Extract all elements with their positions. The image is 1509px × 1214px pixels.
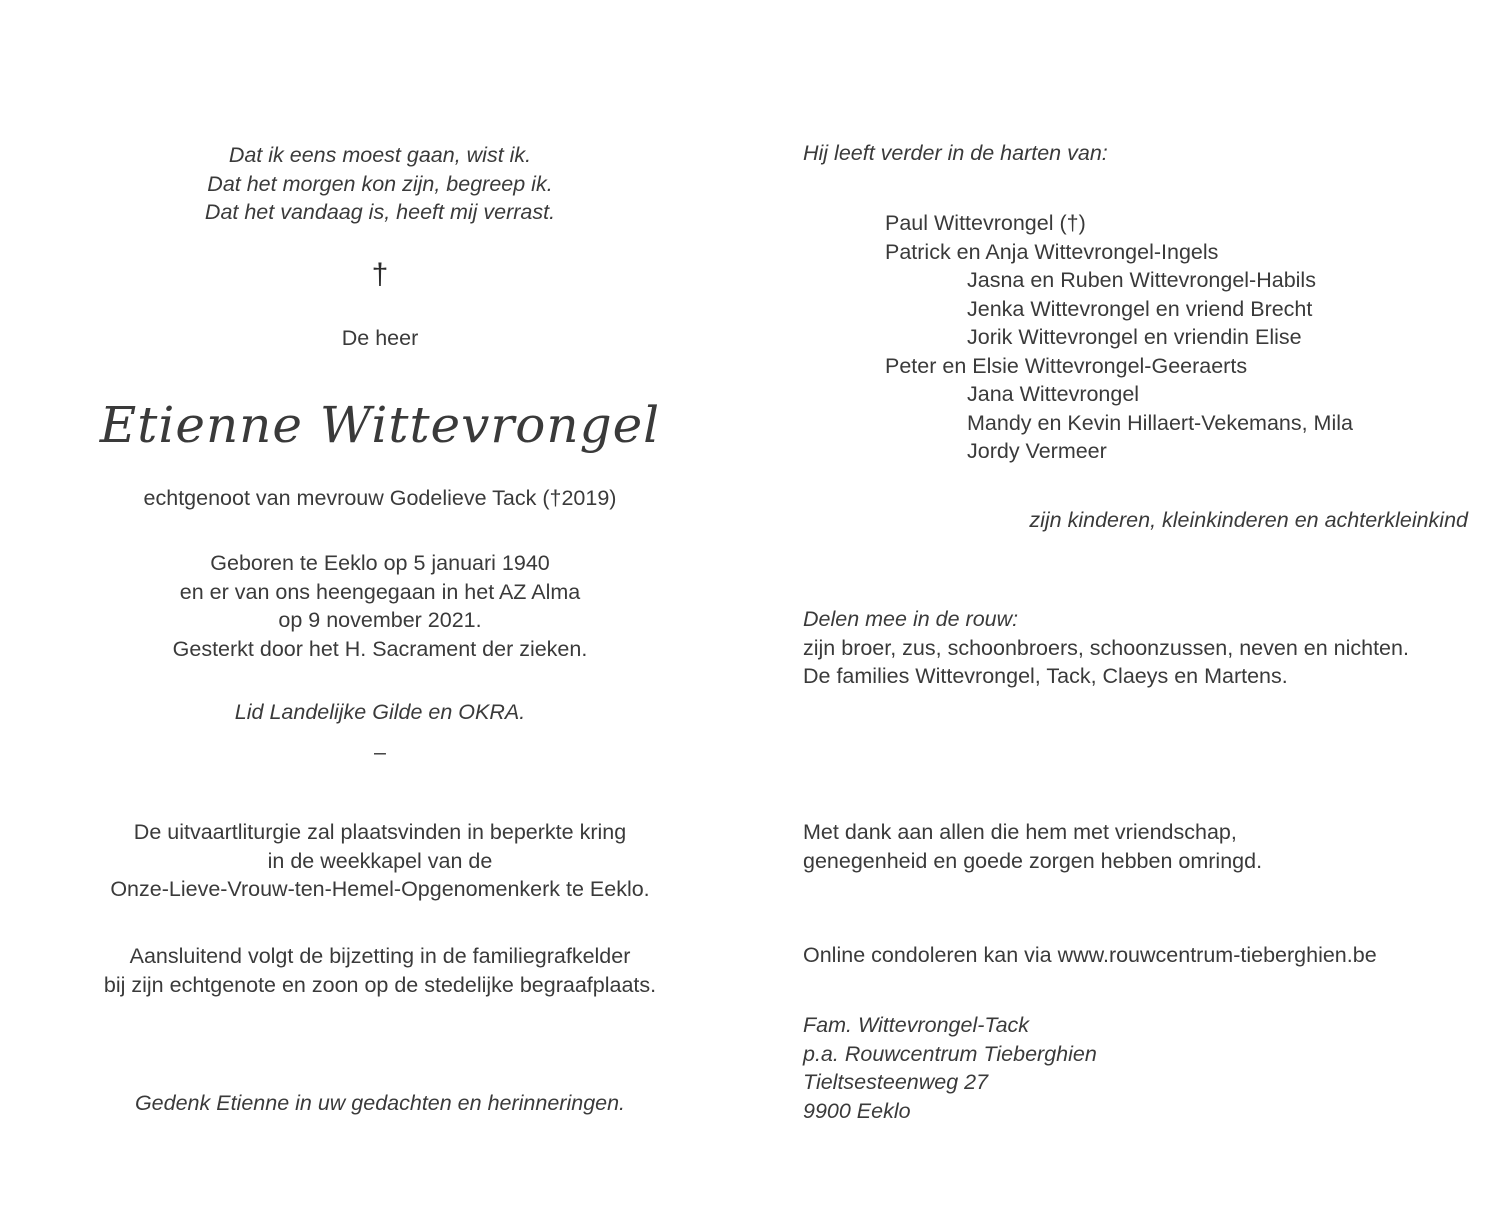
salutation: De heer (341, 326, 419, 350)
family-member: Jorik Wittevrongel en vriendin Elise (967, 325, 1302, 349)
funeral-block (0, 818, 760, 904)
address-line: 9900 Eeklo (803, 1098, 911, 1123)
address-line: Tieltsesteenweg 27 (803, 1070, 989, 1094)
online-condolence: Online condoleren kan via www.rouwcentrum-tieberghien.be (803, 943, 1377, 967)
burial-block (0, 942, 760, 999)
family-member: Patrick en Anja Wittevrongel-Ingels (885, 239, 1219, 264)
address-line: Fam. Wittevrongel-Tack (803, 1013, 1030, 1037)
family-member: Jenka Wittevrongel en vriend Brecht (967, 296, 1313, 321)
funeral-line: De uitvaartliturgie zal plaatsvinden in beperkte kring (133, 820, 627, 844)
birth-death-line: Gesterkt door het H. Sacrament der zieken. (172, 636, 588, 661)
birth-death-line: op 9 november 2021. (278, 608, 482, 632)
funeral-line: in de weekkapel van de (267, 848, 493, 873)
burial-line: Aansluitend volgt de bijzetting in de familiegrafkelder (129, 944, 631, 968)
divider: – (374, 740, 386, 764)
birth-death-line: en er van ons heengegaan in het AZ Alma (179, 579, 581, 604)
poem-line: Dat ik eens moest gaan, wist ik. (228, 143, 532, 167)
poem (0, 141, 760, 227)
family-member: Jasna en Ruben Wittevrongel-Habils (967, 268, 1316, 292)
poem-line: Dat het vandaag is, heeft mij verrast. (204, 200, 556, 224)
relation-line: zijn kinderen, kleinkinderen en achterkleinkind (1029, 508, 1468, 532)
intro-line: Hij leeft verder in de harten van: (803, 141, 1108, 165)
remember-line: Gedenk Etienne in uw gedachten en herinneringen. (134, 1091, 626, 1115)
family-member: Jana Wittevrongel (967, 382, 1140, 406)
family-member: Peter en Elsie Wittevrongel-Geeraerts (885, 353, 1248, 378)
birth-death-block (0, 549, 760, 663)
family-member: Mandy en Kevin Hillaert-Vekemans, Mila (967, 410, 1353, 435)
thanks-line: Met dank aan allen die hem met vriendschap, (803, 820, 1237, 844)
address-line: p.a. Rouwcentrum Tieberghien (803, 1041, 1097, 1066)
birth-death-line: Geboren te Eeklo op 5 januari 1940 (210, 551, 550, 575)
burial-line: bij zijn echtgenote en zoon op de stedelijke begraafplaats. (103, 972, 657, 997)
mourning-line: zijn broer, zus, schoonbroers, schoonzussen, neven en nichten. (803, 635, 1409, 660)
thanks-line: genegenheid en goede zorgen hebben omringd. (803, 848, 1263, 873)
family-member: Paul Wittevrongel (†) (885, 211, 1086, 235)
membership: Lid Landelijke Gilde en OKRA. (234, 700, 526, 724)
thanks-block (803, 818, 1262, 875)
funeral-line: Onze-Lieve-Vrouw-ten-Hemel-Opgenomenkerk te Eeklo. (110, 877, 650, 901)
mourning-block (803, 605, 1409, 691)
family-member: Jordy Vermeer (967, 439, 1107, 463)
spouse-line: echtgenoot van mevrouw Godelieve Tack (†2019) (143, 486, 617, 510)
mourning-title: Delen mee in de rouw: (803, 607, 1019, 631)
deceased-name: Etienne Wittevrongel (99, 396, 661, 454)
cross-icon: † (371, 258, 389, 291)
mourning-line: De families Wittevrongel, Tack, Claeys en Martens. (803, 664, 1288, 688)
address-block (803, 1011, 1097, 1125)
poem-line: Dat het morgen kon zijn, begreep ik. (207, 171, 553, 196)
family-list (803, 209, 1353, 466)
